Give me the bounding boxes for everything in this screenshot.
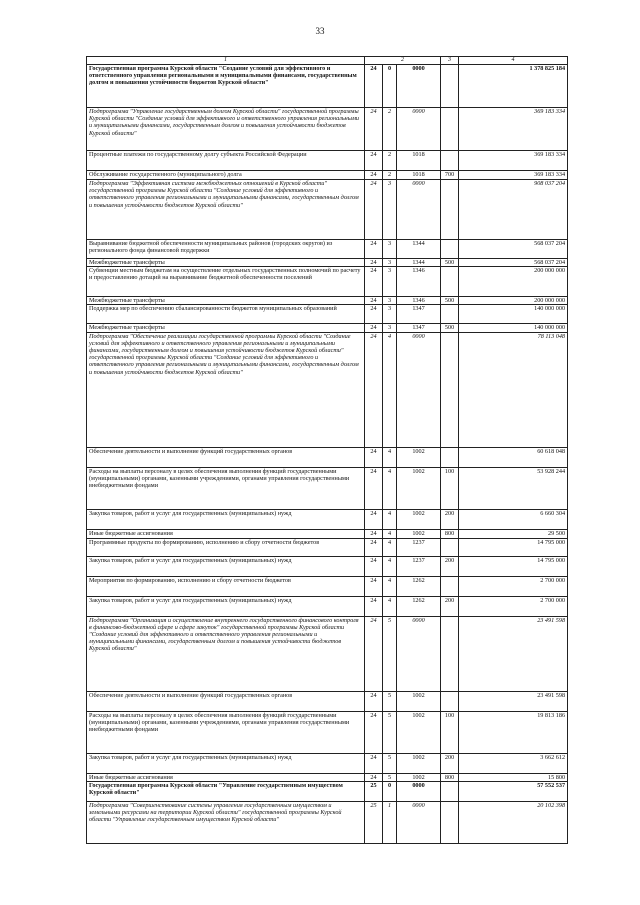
row-code-c: 1002 bbox=[397, 753, 441, 773]
row-code-c: 1347 bbox=[397, 324, 441, 332]
row-name: Закупка товаров, работ и услуг для государственных (муниципальных) нужд bbox=[87, 556, 365, 576]
row-amount: 14 795 000 bbox=[459, 556, 568, 576]
row-code-a: 24 bbox=[365, 267, 383, 297]
row-name: Поддержка мер по обеспечению сбалансированности бюджетов муниципальных образований bbox=[87, 305, 365, 324]
row-name: Обеспечение деятельности и выполнение функций государственных органов bbox=[87, 691, 365, 711]
row-expense-type: 500 bbox=[441, 324, 459, 332]
table-row bbox=[87, 538, 568, 556]
row-amount: 14 795 000 bbox=[459, 538, 568, 556]
row-code-c: 0000 bbox=[397, 616, 441, 691]
row-code-b: 3 bbox=[383, 297, 397, 305]
row-code-b: 3 bbox=[383, 305, 397, 324]
table-row bbox=[87, 616, 568, 691]
row-name: Мероприятия по формированию, исполнению и сбору отчетности бюджетов bbox=[87, 576, 365, 596]
row-code-c: 1002 bbox=[397, 447, 441, 467]
table-row bbox=[87, 332, 568, 447]
row-name: Обеспечение деятельности и выполнение функций государственных органов bbox=[87, 447, 365, 467]
row-code-c: 1018 bbox=[397, 171, 441, 180]
row-amount: 29 500 bbox=[459, 529, 568, 538]
table-row bbox=[87, 324, 568, 332]
row-code-c: 1002 bbox=[397, 509, 441, 529]
row-code-b: 5 bbox=[383, 711, 397, 753]
row-expense-type bbox=[441, 691, 459, 711]
table-row bbox=[87, 773, 568, 781]
row-code-c: 1002 bbox=[397, 711, 441, 753]
row-code-c: 1002 bbox=[397, 467, 441, 509]
header-col-4: 4 bbox=[459, 57, 568, 65]
table-header-row bbox=[87, 57, 568, 65]
row-code-b: 2 bbox=[383, 151, 397, 171]
row-code-a: 24 bbox=[365, 509, 383, 529]
row-name: Обслуживание государственного (муниципального) долга bbox=[87, 171, 365, 180]
row-name: Процентные платежи по государственному долгу субъекта Российской Федерации bbox=[87, 151, 365, 171]
row-code-c: 1002 bbox=[397, 529, 441, 538]
row-name: Подпрограмма "Эффективная система межбюджетных отношений в Курской области" государственной программы Курской области "Создание условий для эффективного и ответственного управления региональными и муниципальными финансами, государственным долгом и повышения устойчивости бюджетов Курской области" bbox=[87, 180, 365, 240]
row-amount: 140 000 000 bbox=[459, 305, 568, 324]
table-row bbox=[87, 753, 568, 773]
row-amount: 2 700 000 bbox=[459, 596, 568, 616]
table-row bbox=[87, 180, 568, 240]
row-amount: 369 183 334 bbox=[459, 171, 568, 180]
row-code-c: 0000 bbox=[397, 65, 441, 108]
table-row bbox=[87, 297, 568, 305]
row-code-a: 24 bbox=[365, 447, 383, 467]
row-code-a: 24 bbox=[365, 596, 383, 616]
row-expense-type bbox=[441, 267, 459, 297]
row-code-b: 4 bbox=[383, 332, 397, 447]
row-code-b: 2 bbox=[383, 108, 397, 151]
row-code-a: 24 bbox=[365, 773, 383, 781]
table-row bbox=[87, 267, 568, 297]
row-code-b: 3 bbox=[383, 180, 397, 240]
row-amount: 200 000 000 bbox=[459, 297, 568, 305]
row-code-a: 24 bbox=[365, 576, 383, 596]
row-amount: 19 813 186 bbox=[459, 711, 568, 753]
row-code-a: 24 bbox=[365, 240, 383, 259]
row-amount: 15 800 bbox=[459, 773, 568, 781]
row-code-b: 1 bbox=[383, 801, 397, 843]
row-expense-type bbox=[441, 801, 459, 843]
table-row bbox=[87, 711, 568, 753]
row-code-c: 1347 bbox=[397, 305, 441, 324]
row-name: Субвенции местным бюджетам на осуществление отдельных государственных полномочий по расчету и предоставлению дотаций на выравнивание бюджетной обеспеченности поселений bbox=[87, 267, 365, 297]
row-name: Закупка товаров, работ и услуг для государственных (муниципальных) нужд bbox=[87, 509, 365, 529]
row-name: Подпрограмма "Управление государственным долгом Курской области" государственной программы Курской области "Создание условий для эффективного и ответственного управления региональными и муниципальными финансами, государственным долгом и повышения устойчивости бюджетов Курской области" bbox=[87, 108, 365, 151]
table-row bbox=[87, 108, 568, 151]
row-expense-type bbox=[441, 65, 459, 108]
row-name: Межбюджетные трансферты bbox=[87, 324, 365, 332]
row-code-a: 24 bbox=[365, 538, 383, 556]
row-code-c: 1346 bbox=[397, 297, 441, 305]
row-code-a: 24 bbox=[365, 171, 383, 180]
row-expense-type bbox=[441, 332, 459, 447]
row-amount: 200 000 000 bbox=[459, 267, 568, 297]
row-code-b: 5 bbox=[383, 691, 397, 711]
row-amount: 2 700 000 bbox=[459, 576, 568, 596]
row-code-a: 24 bbox=[365, 305, 383, 324]
row-code-c: 1018 bbox=[397, 151, 441, 171]
row-code-b: 4 bbox=[383, 467, 397, 509]
row-amount: 568 037 204 bbox=[459, 240, 568, 259]
row-code-c: 0000 bbox=[397, 781, 441, 801]
row-amount: 369 183 334 bbox=[459, 151, 568, 171]
row-name: Государственная программа Курской области "Создание условий для эффективного и ответственного управления региональными и муниципальными финансами, государственным долгом и повышения устойчивости бюджетов Курской области" bbox=[87, 65, 365, 108]
row-name: Иные бюджетные ассигнования bbox=[87, 773, 365, 781]
row-code-a: 24 bbox=[365, 616, 383, 691]
table-row bbox=[87, 259, 568, 267]
row-code-a: 24 bbox=[365, 529, 383, 538]
row-expense-type bbox=[441, 616, 459, 691]
row-code-b: 4 bbox=[383, 576, 397, 596]
row-code-a: 24 bbox=[365, 65, 383, 108]
row-expense-type: 200 bbox=[441, 753, 459, 773]
table-row bbox=[87, 691, 568, 711]
table-row bbox=[87, 151, 568, 171]
row-name: Расходы на выплаты персоналу в целях обеспечения выполнения функций государственными (муниципальными) органами, казенными учреждениями, органами управления государственными внебюджетными фондами bbox=[87, 711, 365, 753]
row-name: Межбюджетные трансферты bbox=[87, 259, 365, 267]
row-code-c: 0000 bbox=[397, 801, 441, 843]
table-row bbox=[87, 576, 568, 596]
row-name: Государственная программа Курской области "Управление государственным имуществом Курской области" bbox=[87, 781, 365, 801]
row-expense-type: 800 bbox=[441, 773, 459, 781]
row-code-c: 1002 bbox=[397, 691, 441, 711]
table-row bbox=[87, 171, 568, 180]
table-row bbox=[87, 556, 568, 576]
row-code-c: 1237 bbox=[397, 538, 441, 556]
row-name: Иные бюджетные ассигнования bbox=[87, 529, 365, 538]
row-name: Межбюджетные трансферты bbox=[87, 297, 365, 305]
table-row bbox=[87, 447, 568, 467]
row-expense-type bbox=[441, 781, 459, 801]
row-expense-type bbox=[441, 151, 459, 171]
row-code-b: 0 bbox=[383, 781, 397, 801]
row-name: Подпрограмма "Обеспечение реализации государственной программы Курской области "Создание условий для эффективного и ответственного управления региональными и муниципальными финансами, государственным долгом и повышения устойчивости бюджетов Курской области" государственной программы Курской области "Создание условий для эффективного и ответственного управления региональными и муниципальными финансами, государственным долгом и повышения устойчивости бюджетов Курской области" bbox=[87, 332, 365, 447]
row-name: Закупка товаров, работ и услуг для государственных (муниципальных) нужд bbox=[87, 596, 365, 616]
row-code-b: 3 bbox=[383, 324, 397, 332]
page-number: 33 bbox=[315, 26, 325, 36]
row-expense-type bbox=[441, 447, 459, 467]
row-expense-type bbox=[441, 180, 459, 240]
row-code-b: 5 bbox=[383, 753, 397, 773]
row-expense-type: 500 bbox=[441, 297, 459, 305]
row-amount: 1 378 825 184 bbox=[459, 65, 568, 108]
budget-table bbox=[86, 56, 568, 844]
table-row bbox=[87, 65, 568, 108]
row-code-a: 24 bbox=[365, 180, 383, 240]
row-code-b: 4 bbox=[383, 509, 397, 529]
row-code-c: 0000 bbox=[397, 332, 441, 447]
row-code-a: 25 bbox=[365, 801, 383, 843]
row-code-b: 3 bbox=[383, 259, 397, 267]
row-code-c: 1262 bbox=[397, 596, 441, 616]
row-code-c: 0000 bbox=[397, 108, 441, 151]
table-row bbox=[87, 781, 568, 801]
row-code-a: 24 bbox=[365, 753, 383, 773]
row-code-b: 3 bbox=[383, 267, 397, 297]
row-code-b: 4 bbox=[383, 447, 397, 467]
row-code-c: 1262 bbox=[397, 576, 441, 596]
row-code-a: 25 bbox=[365, 781, 383, 801]
row-name: Программные продукты по формированию, исполнению и сбору отчетности бюджетов bbox=[87, 538, 365, 556]
row-amount: 369 183 334 bbox=[459, 108, 568, 151]
row-code-b: 5 bbox=[383, 773, 397, 781]
row-code-a: 24 bbox=[365, 556, 383, 576]
row-code-a: 24 bbox=[365, 151, 383, 171]
row-expense-type: 200 bbox=[441, 596, 459, 616]
row-amount: 908 037 204 bbox=[459, 180, 568, 240]
row-amount: 57 552 537 bbox=[459, 781, 568, 801]
table-row bbox=[87, 509, 568, 529]
table-row bbox=[87, 240, 568, 259]
row-expense-type bbox=[441, 305, 459, 324]
row-code-c: 1344 bbox=[397, 259, 441, 267]
row-expense-type: 100 bbox=[441, 467, 459, 509]
row-code-b: 3 bbox=[383, 240, 397, 259]
row-expense-type: 200 bbox=[441, 509, 459, 529]
row-code-b: 4 bbox=[383, 529, 397, 538]
row-code-b: 4 bbox=[383, 596, 397, 616]
row-code-a: 24 bbox=[365, 332, 383, 447]
table-row bbox=[87, 801, 568, 843]
row-amount: 78 113 048 bbox=[459, 332, 568, 447]
row-code-a: 24 bbox=[365, 108, 383, 151]
row-code-c: 0000 bbox=[397, 180, 441, 240]
table-row bbox=[87, 596, 568, 616]
row-code-b: 4 bbox=[383, 556, 397, 576]
row-amount: 23 491 598 bbox=[459, 616, 568, 691]
table-row bbox=[87, 305, 568, 324]
row-expense-type bbox=[441, 576, 459, 596]
row-code-c: 1002 bbox=[397, 773, 441, 781]
row-name: Закупка товаров, работ и услуг для государственных (муниципальных) нужд bbox=[87, 753, 365, 773]
row-code-c: 1344 bbox=[397, 240, 441, 259]
table-row bbox=[87, 467, 568, 509]
row-amount: 20 102 398 bbox=[459, 801, 568, 843]
row-expense-type bbox=[441, 108, 459, 151]
row-code-a: 24 bbox=[365, 324, 383, 332]
row-expense-type: 800 bbox=[441, 529, 459, 538]
table-row bbox=[87, 529, 568, 538]
row-name: Выравнивание бюджетной обеспеченности муниципальных районов (городских округов) из регионального фонда финансовой поддержки bbox=[87, 240, 365, 259]
row-expense-type: 700 bbox=[441, 171, 459, 180]
row-code-b: 4 bbox=[383, 538, 397, 556]
row-code-a: 24 bbox=[365, 691, 383, 711]
row-code-a: 24 bbox=[365, 259, 383, 267]
row-expense-type: 500 bbox=[441, 259, 459, 267]
header-col-3: 3 bbox=[441, 57, 459, 65]
row-code-a: 24 bbox=[365, 711, 383, 753]
row-code-a: 24 bbox=[365, 297, 383, 305]
row-expense-type bbox=[441, 538, 459, 556]
row-amount: 60 618 048 bbox=[459, 447, 568, 467]
row-code-c: 1237 bbox=[397, 556, 441, 576]
row-amount: 140 000 000 bbox=[459, 324, 568, 332]
row-code-b: 5 bbox=[383, 616, 397, 691]
row-expense-type bbox=[441, 240, 459, 259]
row-code-a: 24 bbox=[365, 467, 383, 509]
row-name: Расходы на выплаты персоналу в целях обеспечения выполнения функций государственными (муниципальными) органами, казенными учреждениями, органами управления государственными внебюджетными фондами bbox=[87, 467, 365, 509]
row-code-b: 2 bbox=[383, 171, 397, 180]
header-col-1: 1 bbox=[87, 57, 365, 65]
row-amount: 3 662 612 bbox=[459, 753, 568, 773]
row-amount: 6 660 304 bbox=[459, 509, 568, 529]
row-code-c: 1346 bbox=[397, 267, 441, 297]
row-amount: 568 037 204 bbox=[459, 259, 568, 267]
row-amount: 53 928 244 bbox=[459, 467, 568, 509]
row-name: Подпрограмма "Совершенствование системы управления государственным имуществом и земельными ресурсами на территории Курской области" государственной программы Курской области "Управление государственным имуществом Курской области" bbox=[87, 801, 365, 843]
row-expense-type: 200 bbox=[441, 556, 459, 576]
row-code-b: 0 bbox=[383, 65, 397, 108]
row-amount: 23 491 598 bbox=[459, 691, 568, 711]
header-col-2: 2 bbox=[365, 57, 441, 65]
row-expense-type: 100 bbox=[441, 711, 459, 753]
row-name: Подпрограмма "Организация и осуществление внутреннего государственного финансового контроля в финансово-бюджетной сфере и сфере закупок" государственной программы Курской области "Создание условий для эффективного и ответственного управления региональными и муниципальными финансами, государственным долгом и повышения устойчивости бюджетов Курской области" bbox=[87, 616, 365, 691]
